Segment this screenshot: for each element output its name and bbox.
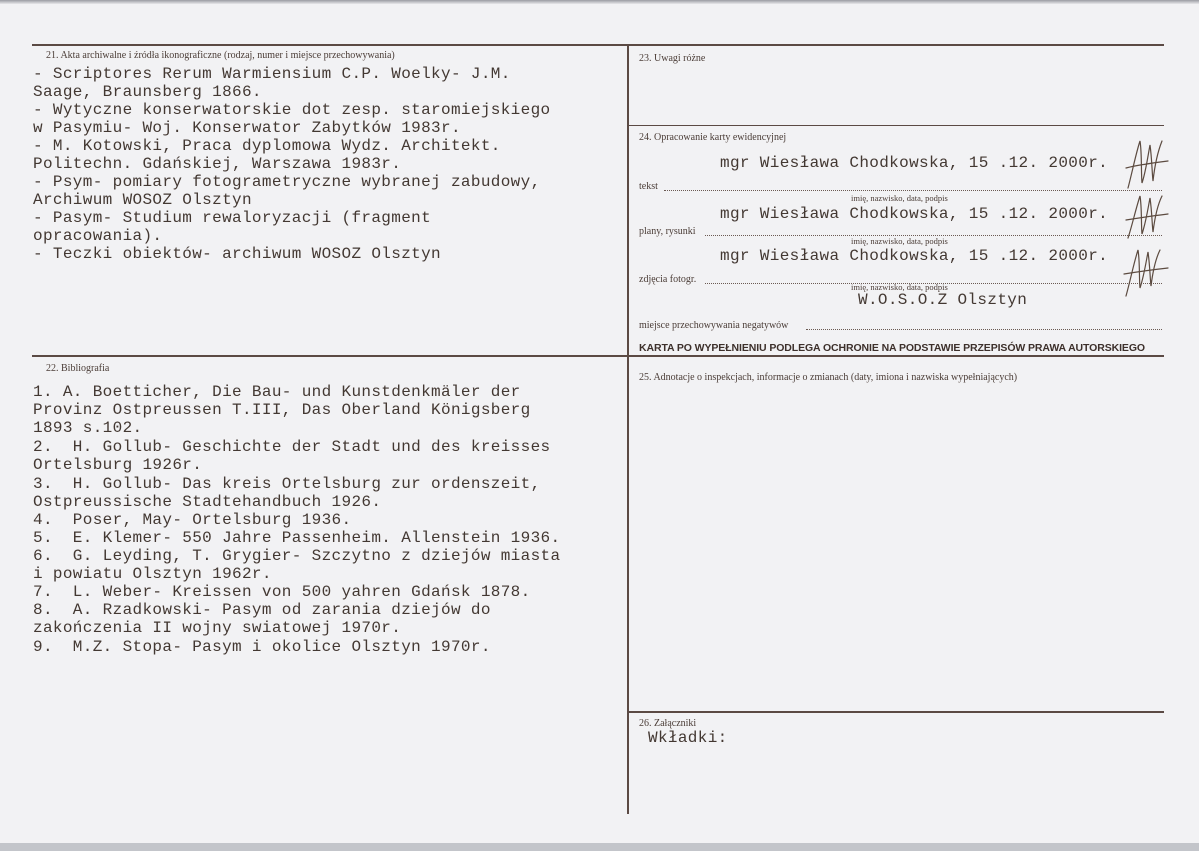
section-21-line: - Teczki obiektów- archiwum WOSOZ Olsztyn: [33, 245, 442, 263]
section-21-line: Politechn. Gdańskiej, Warszawa 1983r.: [33, 155, 402, 173]
bibliography-line: 2. H. Gollub- Geschichte der Stadt und des kreisses: [33, 438, 551, 456]
section-21-line: - Pasym- Studium rewaloryzacji (fragment: [33, 209, 432, 227]
bibliography-line: 1. A. Boetticher, Die Bau- und Kunstdenkmäler der: [33, 383, 521, 401]
negatives-location-label: miejsce przechowywania negatywów: [639, 320, 789, 331]
section-21-line: w Pasymiu- Woj. Konserwator Zabytków 1983r.: [33, 119, 461, 137]
section-21-line: Archiwum WOSOZ Olsztyn: [33, 191, 252, 209]
section-21-line: - M. Kotowski, Praca dyplomowa Wydz. Architekt.: [33, 137, 501, 155]
bibliography-line: Ortelsburg 1926r.: [33, 456, 203, 474]
section-21-label: 21. Akta archiwalne i źródła ikonograficzne (rodzaj, numer i miejsce przechowywania): [46, 50, 395, 61]
plany-label: plany, rysunki: [639, 226, 696, 237]
bibliography-line: 5. E. Klemer- 550 Jahre Passenheim. Allenstein 1936.: [33, 529, 561, 547]
vertical-divider: [627, 44, 629, 814]
bibliography-line: 8. A. Rzadkowski- Pasym od zarania dziejów do: [33, 601, 491, 619]
bibliography-line: i powiatu Olsztyn 1962r.: [33, 565, 272, 583]
section-23-label: 23. Uwagi różne: [639, 53, 706, 64]
top-rule: [32, 44, 1164, 46]
section-21-line: opracowania).: [33, 227, 163, 245]
section-21-line: - Scriptores Rerum Warmiensium C.P. Woelky- J.M.: [33, 65, 511, 83]
plany-value: mgr Wiesława Chodkowska, 15 .12. 2000r.: [720, 205, 1109, 223]
copyright-notice: KARTA PO WYPEŁNIENIU PODLEGA OCHRONIE NA PODSTAWIE PRZEPISÓW PRAWA AUTORSKIEGO: [639, 342, 1145, 354]
section-24-label: 24. Opracowanie karty ewidencyjnej: [639, 132, 787, 143]
bibliography-line: 4. Poser, May- Ortelsburg 1936.: [33, 511, 352, 529]
bibliography-line: zakończenia II wojny swiatowej 1970r.: [33, 619, 402, 637]
section-25-label: 25. Adnotacje o inspekcjach, informacje o zmianach (daty, imiona i nazwiska wypełniających): [639, 372, 1018, 383]
attachments-value: Wkładki:: [648, 729, 728, 747]
bibliography-line: 6. G. Leyding, T. Grygier- Szczytno z dziejów miasta: [33, 547, 561, 565]
signature-2: [1122, 188, 1172, 244]
section-26-label: 26. Załączniki: [639, 718, 697, 729]
zdjecia-value: mgr Wiesława Chodkowska, 15 .12. 2000r.: [720, 247, 1109, 265]
section-22-label: 22. Bibliografia: [46, 363, 110, 374]
tekst-value: mgr Wiesława Chodkowska, 15 .12. 2000r.: [720, 154, 1109, 172]
section-21-line: Saage, Braunsberg 1866.: [33, 83, 262, 101]
negatives-location-value: W.O.S.O.Z Olsztyn: [858, 291, 1028, 309]
bibliography-line: 7. L. Weber- Kreissen von 500 yahren Gdańsk 1878.: [33, 583, 531, 601]
bibliography-line: 1893 s.102.: [33, 419, 143, 437]
caption-signature-1: imię, nazwisko, data, podpis: [851, 193, 948, 203]
rule-25-26: [628, 711, 1164, 713]
bibliography-line: Provinz Ostpreussen T.III, Das Oberland Königsberg: [33, 401, 531, 419]
rule-23-24: [628, 125, 1164, 126]
bibliography-line: 9. M.Z. Stopa- Pasym i okolice Olsztyn 1970r.: [33, 638, 491, 656]
bibliography-line: Ostpreussische Stadtehandbuch 1926.: [33, 493, 382, 511]
bibliography-line: 3. H. Gollub- Das kreis Ortelsburg zur ordenszeit,: [33, 475, 541, 493]
zdjecia-label: zdjęcia fotogr.: [639, 274, 697, 285]
signature-1: [1122, 133, 1172, 193]
tekst-dotted-line: [664, 190, 1162, 191]
section-21-line: - Psym- pomiary fotogrametryczne wybranej zabudowy,: [33, 173, 541, 191]
section-21-line: - Wytyczne konserwatorskie dot zesp. staromiejskiego: [33, 101, 551, 119]
signature-3: [1120, 240, 1172, 300]
negatives-dotted-line: [806, 329, 1162, 330]
tekst-label: tekst: [639, 181, 658, 192]
middle-rule: [32, 355, 1164, 357]
card-top-edge: [0, 0, 1199, 4]
caption-signature-2: imię, nazwisko, data, podpis: [851, 236, 948, 246]
caption-signature-3: imię, nazwisko, data, podpis: [851, 282, 948, 292]
